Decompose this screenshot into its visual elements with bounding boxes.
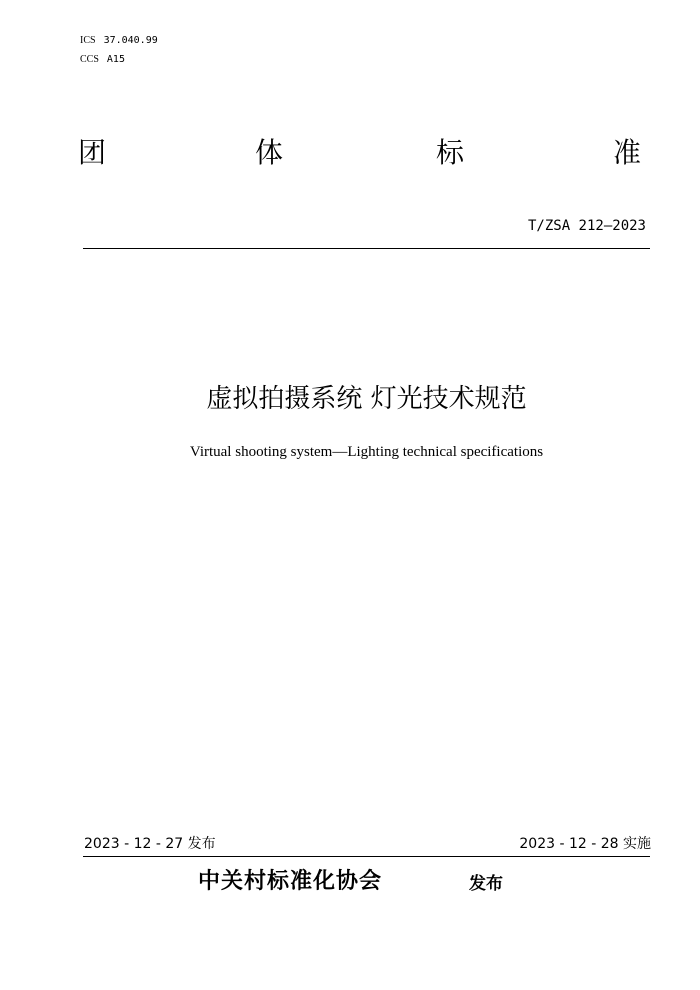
ics-classification bbox=[80, 35, 158, 47]
bottom-divider bbox=[83, 856, 650, 857]
standard-type-char: 准 bbox=[613, 136, 642, 169]
title-english: Virtual shooting system—Lighting technical specifications bbox=[189, 444, 544, 460]
publisher-name: 中关村标准化协会 bbox=[198, 869, 383, 894]
publish-label: 发布 bbox=[469, 874, 503, 894]
ics-code: 37.040.99 bbox=[103, 35, 158, 46]
top-divider bbox=[83, 248, 650, 249]
ccs-label: CCS bbox=[80, 54, 99, 65]
ics-label: ICS bbox=[80, 35, 96, 46]
issue-date: 2023 - 12 - 27 发布 bbox=[84, 836, 216, 852]
standard-type-char: 团 bbox=[78, 136, 107, 169]
ccs-classification bbox=[80, 54, 125, 66]
standard-type-char: 标 bbox=[436, 136, 465, 169]
title-chinese: 虚拟拍摄系统 灯光技术规范 bbox=[206, 384, 527, 414]
standard-number: T/ZSA 212—2023 bbox=[527, 218, 646, 234]
ccs-code: A15 bbox=[106, 54, 125, 65]
standard-type-char: 体 bbox=[255, 136, 284, 169]
implementation-date: 2023 - 12 - 28 实施 bbox=[519, 836, 651, 852]
